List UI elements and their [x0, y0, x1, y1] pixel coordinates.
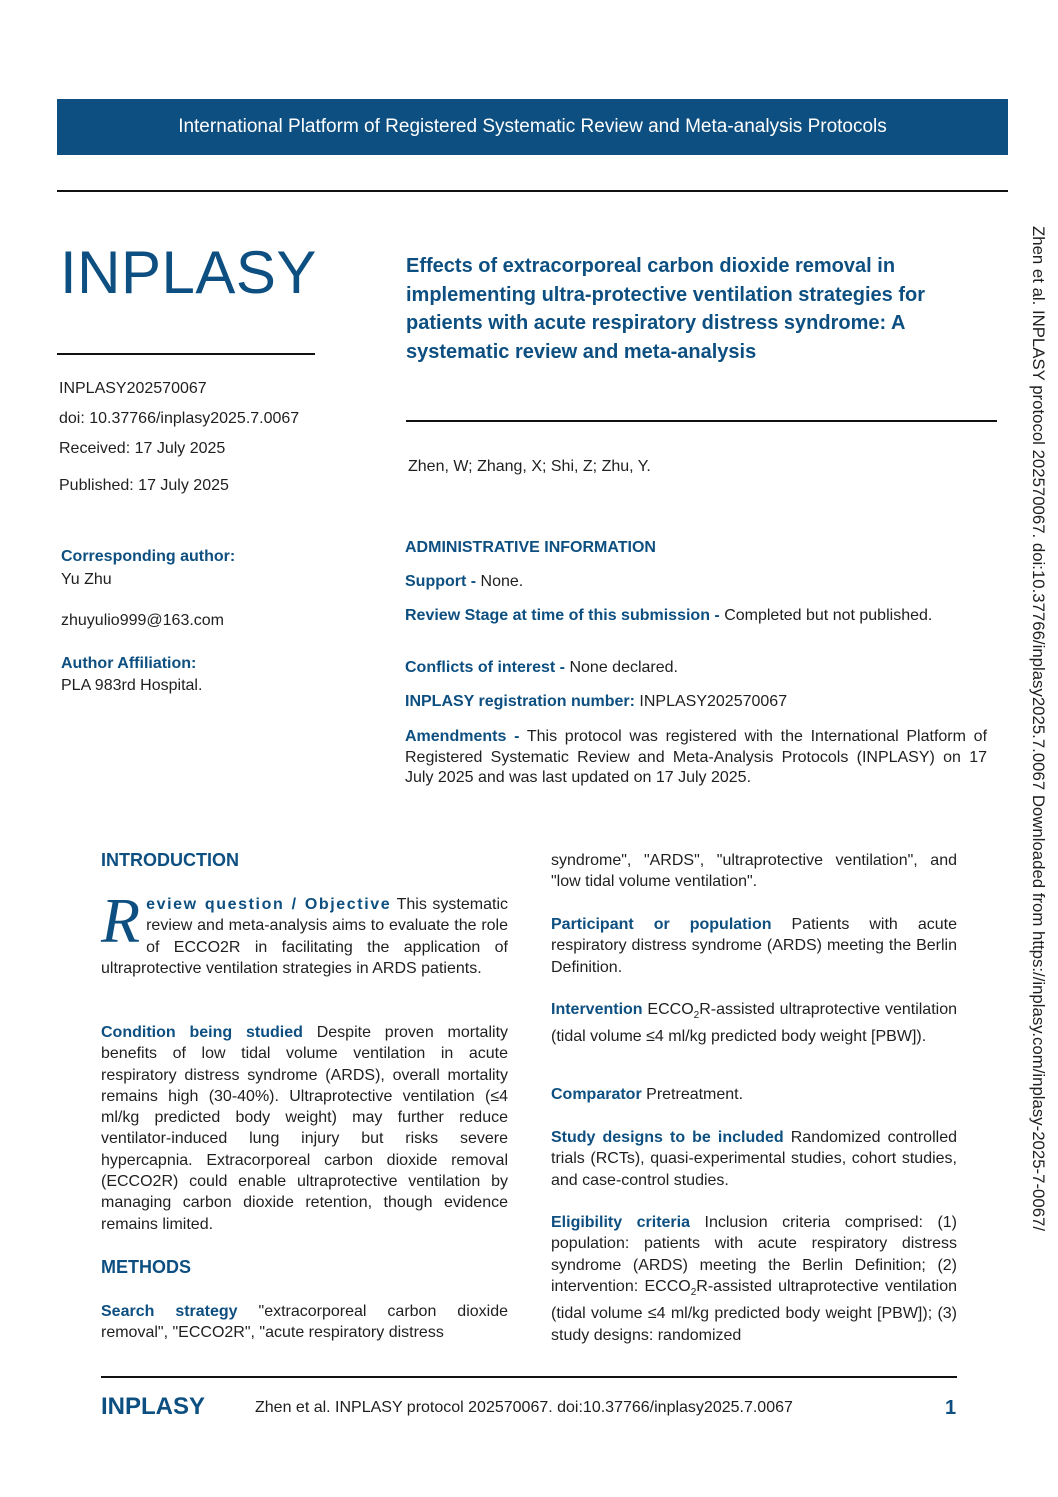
comparator-text: Pretreatment.	[646, 1086, 744, 1103]
conflicts-label: Conflicts of interest -	[405, 659, 566, 676]
review-stage-label: Review Stage at time of this submission -	[405, 607, 720, 624]
header-divider	[57, 190, 1008, 192]
paper-title: Effects of extracorporeal carbon dioxide removal in implementing ultra-protective ventilation strategies for patients with acute respiratory distress syndrome: A systematic review and meta-analysis	[406, 255, 925, 363]
subscript-2: 2	[690, 1287, 697, 1299]
corresponding-author-email[interactable]: zhuyulio999@163.com	[61, 612, 225, 629]
intervention-text-b: R-assisted ultraprotective ventilation (tidal volume ≤4 ml/kg predicted body weight [PBW]).	[551, 1001, 957, 1046]
logo-underline	[57, 353, 315, 355]
published-date: Published: 17 July 2025	[59, 477, 229, 494]
intervention-paragraph	[551, 999, 957, 1048]
admin-support	[405, 572, 987, 593]
drop-cap: R	[101, 885, 141, 956]
study-designs-paragraph	[551, 1127, 957, 1191]
corresponding-author-name: Yu Zhu	[61, 571, 112, 588]
admin-conflicts	[405, 658, 987, 679]
admin-heading: ADMINISTRATIVE INFORMATION	[405, 539, 656, 556]
admin-registration-number	[405, 692, 987, 713]
review-question-label: eview question / Objective	[146, 896, 392, 913]
study-designs-text: Randomized controlled trials (RCTs), quasi-experimental studies, cohort studies, and case-control studies.	[551, 1129, 957, 1189]
review-question-text: This systematic review and meta-analysis aims to evaluate the role of ECCO2R in facilitating the application of ultraprotective ventilation strategies in ARDS patients.	[101, 896, 509, 977]
eligibility-paragraph	[551, 1212, 957, 1346]
participant-paragraph	[551, 914, 957, 978]
registration-number-value: INPLASY202570067	[639, 693, 788, 710]
corresponding-author-label: Corresponding author:	[61, 548, 236, 565]
comparator-label: Comparator	[551, 1086, 642, 1103]
inplasy-logo: INPLASY	[60, 239, 317, 306]
page-number: 1	[945, 1397, 957, 1419]
admin-review-stage	[405, 606, 987, 627]
methods-heading: METHODS	[101, 1257, 191, 1277]
search-strategy-text: "extracorporeal carbon dioxide removal", "ECCO2R", "acute respiratory distress	[101, 1303, 509, 1342]
footer-citation: Zhen et al. INPLASY protocol 202570067. doi:10.37766/inplasy2025.7.0067	[255, 1399, 793, 1416]
search-strategy-label: Search strategy	[101, 1303, 238, 1320]
condition-label: Condition being studied	[101, 1024, 303, 1041]
condition-paragraph	[101, 1022, 508, 1235]
review-question-paragraph	[101, 885, 509, 979]
study-designs-label: Study designs to be included	[551, 1129, 784, 1146]
intervention-label: Intervention	[551, 1001, 643, 1018]
introduction-heading: INTRODUCTION	[101, 850, 239, 870]
intervention-text-a: ECCO	[647, 1001, 694, 1018]
amendments-label: Amendments -	[405, 728, 520, 745]
search-strategy-paragraph	[101, 1301, 508, 1344]
registration-id: INPLASY202570067	[59, 380, 207, 397]
participant-label: Participant or population	[551, 916, 772, 933]
eligibility-label: Eligibility criteria	[551, 1214, 690, 1231]
affiliation-label: Author Affiliation:	[61, 655, 197, 672]
eligibility-text-a: Inclusion criteria comprised: (1) population: patients with acute respiratory distress syndrome (ARDS) meeting the Berlin Definition; (2) intervention: ECCO	[551, 1214, 957, 1295]
conflicts-value: None declared.	[569, 659, 678, 676]
footer-divider	[101, 1376, 957, 1378]
registration-number-label: INPLASY registration number:	[405, 693, 635, 710]
side-citation	[1022, 226, 1048, 1321]
admin-amendments	[405, 727, 987, 789]
support-value: None.	[480, 573, 524, 590]
author-list: Zhen, W; Zhang, X; Shi, Z; Zhu, Y.	[408, 458, 651, 475]
eligibility-text-b: R-assisted ultraprotective ventilation (tidal volume ≤4 ml/kg predicted body weight [PBW]); (3) study designs: randomized	[551, 1277, 957, 1344]
header-banner: International Platform of Registered Systematic Review and Meta-analysis Protocols	[57, 99, 1008, 155]
review-stage-value: Completed but not published.	[724, 607, 933, 624]
support-label: Support -	[405, 573, 477, 590]
comparator-paragraph	[551, 1084, 957, 1105]
search-strategy-continued: syndrome", "ARDS", "ultraprotective ventilation", and "low tidal volume ventilation".	[551, 852, 957, 891]
affiliation-value: PLA 983rd Hospital.	[61, 677, 203, 694]
amendments-value: This protocol was registered with the International Platform of Registered Systematic Review and Meta-Analysis Protocols (INPLASY) on 17 July 2025 and was last updated on 17 July 2025.	[405, 728, 988, 786]
condition-text: Despite proven mortality benefits of low tidal volume ventilation in acute respiratory distress syndrome (ARDS), overall mortality remains high (30-40%). Ultraprotective ventilation (≤4 ml/kg predicted body weight) may further reduce ventilator-induced lung injury but risks severe hypercapnia. Extracorporeal carbon dioxide removal (ECCO2R) could enable ultraprotective ventilation by managing carbon dioxide retention, though evidence remains limited.	[101, 1024, 509, 1233]
subscript-2: 2	[693, 1010, 700, 1022]
received-date: Received: 17 July 2025	[59, 440, 226, 457]
participant-text: Patients with acute respiratory distress syndrome (ARDS) meeting the Berlin Definition.	[551, 916, 957, 976]
title-underline	[406, 420, 997, 422]
side-citation-text: Zhen et al. INPLASY protocol 202570067. doi:10.37766/inplasy2025.7.0067 Downloaded from https://inplasy.com/inplasy-2025-7-0067/	[1029, 226, 1048, 1232]
doi: doi: 10.37766/inplasy2025.7.0067	[59, 410, 300, 427]
footer-logo: INPLASY	[101, 1393, 206, 1420]
